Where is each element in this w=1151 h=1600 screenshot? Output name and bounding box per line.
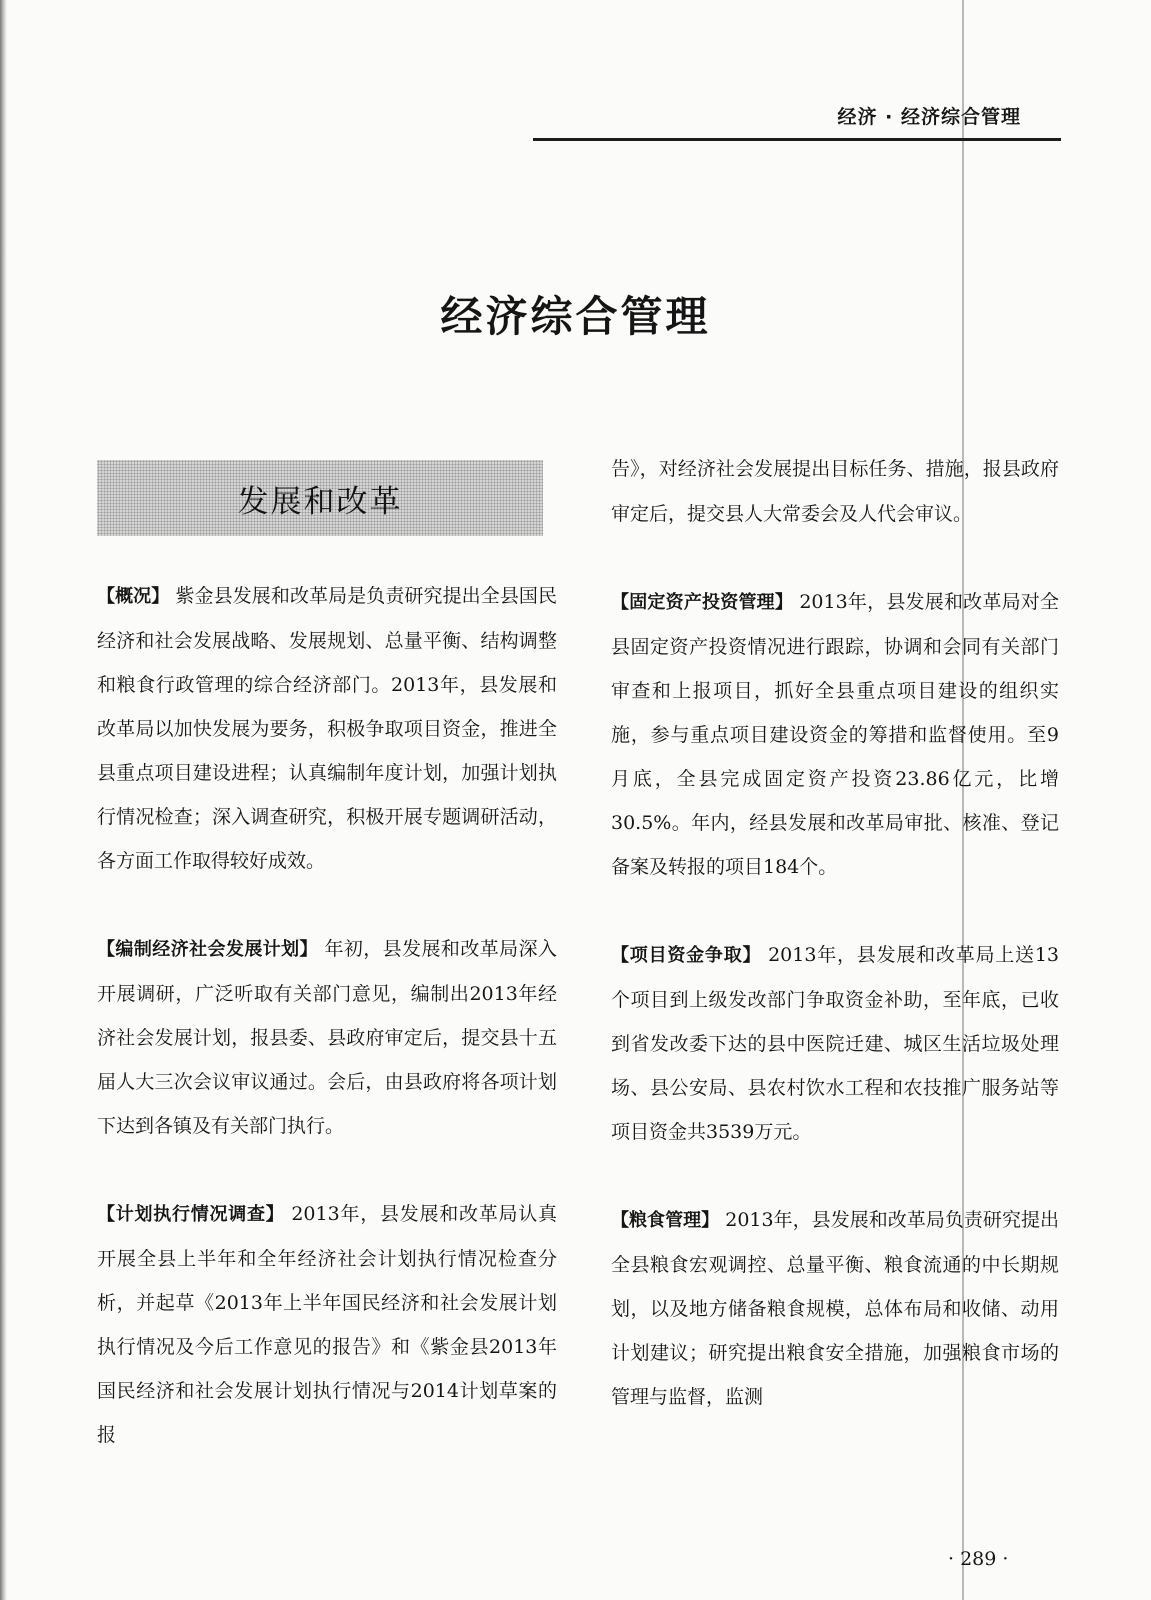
paragraph-text: 2013年，县发展和改革局上送13个项目到上级发改部门争取资金补助，至年底，已收到省发改委下达的县中医院迁建、城区生活垃圾处理场、县公安局、县农村饮水工程和农技推广服务站等项目资金共3539万元。: [611, 944, 1060, 1143]
left-column: [97, 574, 557, 1501]
paragraph-plan-execution: [97, 1192, 557, 1457]
book-spine-shadow: [0, 0, 7, 1600]
paragraph-heading: 【计划执行情况调查】: [97, 1204, 285, 1225]
paragraph-heading: 【概况】: [97, 586, 170, 607]
paragraph-report-continued: [611, 447, 1059, 536]
section-title-box: [97, 460, 543, 536]
right-column: [611, 447, 1059, 1463]
paragraph-text: 紫金县发展和改革局是负责研究提出全县国民经济和社会发展战略、发展规划、总量平衡、结构调整和粮食行政管理的综合经济部门。2013年，县发展和改革局以加快发展为要务，积极争取项目资金，推进全县重点项目建设进程；认真编制年度计划，加强计划执行情况检查；深入调查研究，积极开展专题调研活动，各方面工作取得较好成效。: [97, 585, 557, 872]
paragraph-text: 年初，县发展和改革局深入开展调研，广泛听取有关部门意见，编制出2013年经济社会发展计划，报县委、县政府审定后，提交县十五届人大三次会议审议通过。会后，由县政府将各项计划下达到各镇及有关部门执行。: [97, 938, 558, 1137]
paragraph-text: 告》，对经济社会发展提出目标任务、措施，报县政府审定后，提交县人大常委会及人代会审议。: [611, 458, 1059, 525]
chapter-title: 经济综合管理: [440, 292, 711, 341]
paragraph-plan-compilation: [97, 927, 557, 1148]
paragraph-heading: 【固定资产投资管理】: [611, 592, 794, 613]
paragraph-heading: 【项目资金争取】: [611, 945, 762, 966]
paragraph-text: 2013年，县发展和改革局对全县固定资产投资情况进行跟踪，协调和会同有关部门审查和上报项目，抓好全县重点项目建设的组织实施，参与重点项目建设资金的筹措和监督使用。至9月底，全县完成固定资产投资23.86亿元，比增30.5%。年内，经县发展和改革局审批、核准、登记备案及转报的项目184个。: [611, 591, 1059, 878]
running-header: 经济 · 经济综合管理: [837, 106, 1021, 128]
section-title: 发展和改革: [237, 483, 403, 520]
header-rule: [533, 138, 1061, 141]
paragraph-text: 2013年，县发展和改革局负责研究提出全县粮食宏观调控、总量平衡、粮食流通的中长期规划，以及地方储备粮食规模，总体布局和收储、动用计划建议；研究提出粮食安全措施，加强粮食市场的管理与监督，监测: [611, 1209, 1059, 1408]
paragraph-grain-management: [611, 1198, 1059, 1419]
paragraph-fixed-asset-investment: [611, 580, 1059, 889]
page-number: · 289 ·: [948, 1548, 1009, 1570]
paragraph-text: 2013年，县发展和改革局认真开展全县上半年和全年经济社会计划执行情况检查分析，并起草《2013年上半年国民经济和社会发展计划执行情况及今后工作意见的报告》和《紫金县2013年国民经济和社会发展计划执行情况与2014计划草案的报: [97, 1203, 557, 1446]
paragraph-heading: 【编制经济社会发展计划】: [97, 939, 318, 960]
paragraph-project-funding: [611, 933, 1059, 1154]
paragraph-overview: [97, 574, 557, 883]
paragraph-heading: 【粮食管理】: [611, 1210, 720, 1231]
